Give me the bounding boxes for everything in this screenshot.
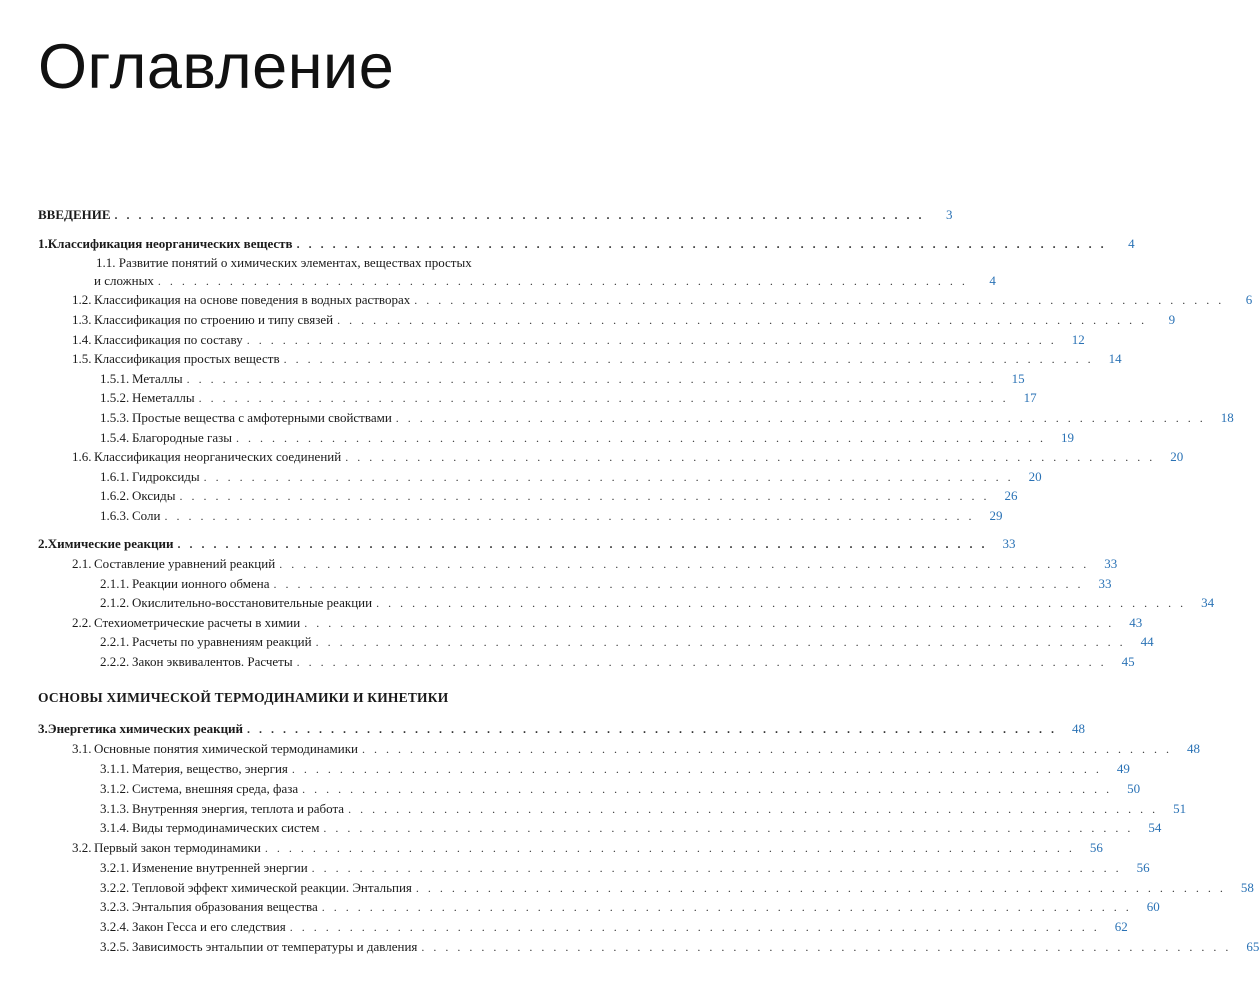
toc-subsection-2-1-1[interactable]	[100, 575, 1112, 593]
toc-entry-number: 1.6.2.	[100, 488, 130, 503]
toc-entry-text: Классификация на основе поведения в водных растворах	[94, 292, 411, 307]
toc-subsection-1-6-3[interactable]	[100, 507, 1003, 525]
toc-subsection-3-2-2[interactable]	[100, 879, 1254, 897]
dot-leader: . . . . . . . . . . . . . . . . . . . . . . . . . . . . . . . . . . . . . . . . . . . . . . . . . . . . . . . . . . . . . . . . . . . .	[345, 450, 1156, 464]
toc-page-number: 19	[1060, 430, 1074, 445]
toc-page-number: 48	[1187, 741, 1200, 756]
toc-entry-text: Закон эквивалентов. Расчеты	[132, 654, 293, 669]
toc-entry-text: Соли	[132, 508, 161, 523]
toc-page-number: 17	[1023, 390, 1037, 405]
toc-entry-number: 2.1.2.	[100, 595, 130, 610]
toc-entry-text: Окислительно-восстановительные реакции	[132, 595, 373, 610]
dot-leader: . . . . . . . . . . . . . . . . . . . . . . . . . . . . . . . . . . . . . . . . . . . . . . . . . . . . . . . . . . . . . . . . . . . .	[421, 940, 1232, 954]
toc-page-number: 33	[1098, 576, 1112, 591]
toc-subsection-3-1-2[interactable]	[100, 780, 1141, 798]
toc-subsection-3-1-4[interactable]	[100, 819, 1162, 837]
toc-page-number: 3	[946, 207, 953, 222]
toc-subsection-3-2-5[interactable]	[100, 938, 1259, 956]
toc-page-number: 50	[1127, 781, 1141, 796]
dot-leader: . . . . . . . . . . . . . . . . . . . . . . . . . . . . . . . . . . . . . . . . . . . . . . . . . . . . . . . . . . . . . . . . . . . .	[114, 208, 925, 222]
page-title: Оглавление	[38, 32, 395, 102]
toc-chapter-1[interactable]	[38, 235, 1135, 253]
toc-page-number: 9	[1168, 312, 1176, 327]
toc-entry-text: Классификация по составу	[94, 332, 243, 347]
toc-section-1-3[interactable]	[72, 311, 1176, 329]
toc-subsection-2-2-2[interactable]	[100, 653, 1135, 671]
dot-leader: . . . . . . . . . . . . . . . . . . . . . . . . . . . . . . . . . . . . . . . . . . . . . . . . . . . . . . . . . . . . . . . . . . . .	[311, 861, 1122, 875]
toc-entry-text: Стехиометрические расчеты в химии	[94, 615, 301, 630]
toc-chapter-3[interactable]	[38, 720, 1086, 738]
toc-section-1-2[interactable]	[72, 291, 1253, 309]
part-heading: ОСНОВЫ ХИМИЧЕСКОЙ ТЕРМОДИНАМИКИ И КИНЕТИКИ	[38, 690, 449, 705]
toc-entry-text: Тепловой эффект химической реакции. Энтальпия	[132, 880, 412, 895]
toc-entry-number: 1.5.1.	[100, 371, 130, 386]
toc-page-number: 26	[1004, 488, 1018, 503]
dot-leader: . . . . . . . . . . . . . . . . . . . . . . . . . . . . . . . . . . . . . . . . . . . . . . . . . . . . . . . . . . . . . . . . . . . .	[414, 293, 1225, 307]
toc-entry-number: 3.2.	[72, 840, 92, 855]
dot-leader: . . . . . . . . . . . . . . . . . . . . . . . . . . . . . . . . . . . . . . . . . . . . . . . . . . . . . . . . . . . . . . . . . . . .	[247, 722, 1058, 736]
dot-leader: . . . . . . . . . . . . . . . . . . . . . . . . . . . . . . . . . . . . . . . . . . . . . . . . . . . . . . . . . . . . . . . . . . . .	[304, 616, 1115, 630]
toc-entry-number: 1.1.	[96, 255, 116, 270]
toc-entry-text: Закон Гесса и его следствия	[132, 919, 286, 934]
toc-entry-text: Зависимость энтальпии от температуры и давления	[132, 939, 418, 954]
toc-entry-text: Первый закон термодинамики	[94, 840, 261, 855]
dot-leader: . . . . . . . . . . . . . . . . . . . . . . . . . . . . . . . . . . . . . . . . . . . . . . . . . . . . . . . . . . . . . . . . . . . .	[246, 333, 1057, 347]
dot-leader: . . . . . . . . . . . . . . . . . . . . . . . . . . . . . . . . . . . . . . . . . . . . . . . . . . . . . . . . . . . . . . . . . . . .	[323, 821, 1134, 835]
toc-entry-text: Классификация неорганических соединений	[94, 449, 342, 464]
toc-entry-text: Расчеты по уравнениям реакций	[132, 634, 312, 649]
toc-entry-number: 1.5.2.	[100, 390, 130, 405]
toc-entry-number: 3.2.4.	[100, 919, 130, 934]
toc-entry-text: и сложных	[94, 273, 154, 288]
toc-page-number: 43	[1129, 615, 1143, 630]
toc-subsection-1-6-2[interactable]	[100, 487, 1018, 505]
toc-entry-number: 1.3.	[72, 312, 92, 327]
toc-entry-number: 3.1.4.	[100, 820, 130, 835]
toc-section-2-1[interactable]	[72, 555, 1118, 573]
toc-entry-text: Неметаллы	[132, 390, 195, 405]
toc-entry-number: 3.2.2.	[100, 880, 130, 895]
toc-page-number: 58	[1240, 880, 1254, 895]
toc-page-number: 48	[1072, 721, 1086, 736]
dot-leader: . . . . . . . . . . . . . . . . . . . . . . . . . . . . . . . . . . . . . . . . . . . . . . . . . . . . . . . . . . . . . . . . . . . .	[164, 509, 975, 523]
toc-entry-text: Гидроксиды	[132, 469, 200, 484]
toc-subsection-2-1-2[interactable]	[100, 594, 1215, 612]
toc-section-1-6[interactable]	[72, 448, 1184, 466]
toc-entry-text: Классификация простых веществ	[94, 351, 280, 366]
dot-leader: . . . . . . . . . . . . . . . . . . . . . . . . . . . . . . . . . . . . . . . . . . . . . . . . . . . . . . . . . . . . . . . . . . . .	[291, 762, 1102, 776]
toc-subsection-3-2-1[interactable]	[100, 859, 1150, 877]
toc-subsection-2-2-1[interactable]	[100, 633, 1154, 651]
toc-entry-number: 1.5.	[72, 351, 92, 366]
dot-leader: . . . . . . . . . . . . . . . . . . . . . . . . . . . . . . . . . . . . . . . . . . . . . . . . . . . . . . . . . . . . . . . . . . . .	[321, 900, 1132, 914]
dot-leader: . . . . . . . . . . . . . . . . . . . . . . . . . . . . . . . . . . . . . . . . . . . . . . . . . . . . . . . . . . . . . . . . . . . .	[198, 391, 1009, 405]
dot-leader: . . . . . . . . . . . . . . . . . . . . . . . . . . . . . . . . . . . . . . . . . . . . . . . . . . . . . . . . . . . . . . . . . . . .	[235, 431, 1046, 445]
toc-entry-text: Энергетика химических реакций	[47, 721, 244, 736]
toc-page-number: 33	[1104, 556, 1118, 571]
toc-section-3-1[interactable]	[72, 740, 1200, 758]
toc-entry-number: 3.1.3.	[100, 801, 130, 816]
dot-leader: . . . . . . . . . . . . . . . . . . . . . . . . . . . . . . . . . . . . . . . . . . . . . . . . . . . . . . . . . . . . . . . . . . . .	[279, 557, 1090, 571]
toc-section-1-4[interactable]	[72, 331, 1085, 349]
toc-page-number: 56	[1089, 840, 1103, 855]
toc-entry-number: 1.6.	[72, 449, 92, 464]
toc-subsection-3-1-3[interactable]	[100, 800, 1187, 818]
toc-entry-text: Благородные газы	[132, 430, 232, 445]
toc-subsection-1-5-4[interactable]	[100, 429, 1074, 447]
toc-entry-number: 3.2.1.	[100, 860, 130, 875]
toc-page-number: 14	[1108, 351, 1122, 366]
toc-page-number: 56	[1136, 860, 1150, 875]
dot-leader: . . . . . . . . . . . . . . . . . . . . . . . . . . . . . . . . . . . . . . . . . . . . . . . . . . . . . . . . . . . . . . . . . . . .	[315, 635, 1126, 649]
toc-page-number: 60	[1146, 899, 1160, 914]
toc-entry-text: ВВЕДЕНИЕ	[38, 207, 111, 222]
dot-leader: . . . . . . . . . . . . . . . . . . . . . . . . . . . . . . . . . . . . . . . . . . . . . . . . . . . . . . . . . . . . . . . . . . . .	[376, 596, 1187, 610]
toc-entry-number: 1.	[38, 236, 48, 251]
toc-page-number: 20	[1170, 449, 1184, 464]
dot-leader: . . . . . . . . . . . . . . . . . . . . . . . . . . . . . . . . . . . . . . . . . . . . . . . . . . . . . . . . . . . . . . . . . . . .	[296, 237, 1107, 251]
toc-entry-text: Изменение внутренней энергии	[132, 860, 308, 875]
toc-subsection-1-5-3[interactable]	[100, 409, 1234, 427]
toc-entry-introduction[interactable]	[38, 206, 953, 224]
dot-leader: . . . . . . . . . . . . . . . . . . . . . . . . . . . . . . . . . . . . . . . . . . . . . . . . . . . . . . . . . . . . . . . . . . . .	[264, 841, 1075, 855]
dot-leader: . . . . . . . . . . . . . . . . . . . . . . . . . . . . . . . . . . . . . . . . . . . . . . . . . . . . . . . . . . . . . . . . . . . .	[289, 920, 1100, 934]
toc-page-number: 65	[1246, 939, 1259, 954]
toc-page-number: 45	[1121, 654, 1135, 669]
toc-entry-number: 3.	[38, 721, 48, 736]
toc-chapter-2[interactable]	[38, 535, 1016, 553]
toc-entry-number: 3.1.1.	[100, 761, 130, 776]
toc-entry-number: 2.1.1.	[100, 576, 130, 591]
dot-leader: . . . . . . . . . . . . . . . . . . . . . . . . . . . . . . . . . . . . . . . . . . . . . . . . . . . . . . . . . . . . . . . . . . . .	[337, 313, 1148, 327]
toc-page-number: 54	[1148, 820, 1162, 835]
toc-entry-text: Простые вещества с амфотерными свойствами	[132, 410, 392, 425]
toc-subsection-3-1-1[interactable]	[100, 760, 1130, 778]
toc-entry-text: Энтальпия образования вещества	[132, 899, 318, 914]
toc-page-number: 51	[1173, 801, 1187, 816]
dot-leader: . . . . . . . . . . . . . . . . . . . . . . . . . . . . . . . . . . . . . . . . . . . . . . . . . . . . . . . . . . . . . . . . . . . .	[157, 274, 968, 288]
toc-entry-number: 1.6.3.	[100, 508, 130, 523]
toc-entry-number: 1.5.4.	[100, 430, 130, 445]
toc-entry-text: Классификация по строению и типу связей	[94, 312, 334, 327]
toc-page-number: 20	[1028, 469, 1042, 484]
dot-leader: . . . . . . . . . . . . . . . . . . . . . . . . . . . . . . . . . . . . . . . . . . . . . . . . . . . . . . . . . . . . . . . . . . . .	[177, 537, 988, 551]
dot-leader: . . . . . . . . . . . . . . . . . . . . . . . . . . . . . . . . . . . . . . . . . . . . . . . . . . . . . . . . . . . . . . . . . . . .	[302, 782, 1113, 796]
dot-leader: . . . . . . . . . . . . . . . . . . . . . . . . . . . . . . . . . . . . . . . . . . . . . . . . . . . . . . . . . . . . . . . . . . . .	[283, 352, 1094, 366]
dot-leader: . . . . . . . . . . . . . . . . . . . . . . . . . . . . . . . . . . . . . . . . . . . . . . . . . . . . . . . . . . . . . . . . . . . .	[203, 470, 1014, 484]
dot-leader: . . . . . . . . . . . . . . . . . . . . . . . . . . . . . . . . . . . . . . . . . . . . . . . . . . . . . . . . . . . . . . . . . . . .	[186, 372, 997, 386]
toc-entry-text: Материя, вещество, энергия	[132, 761, 288, 776]
toc-entry-number: 1.4.	[72, 332, 92, 347]
dot-leader: . . . . . . . . . . . . . . . . . . . . . . . . . . . . . . . . . . . . . . . . . . . . . . . . . . . . . . . . . . . . . . . . . . . .	[273, 577, 1084, 591]
toc-entry-text: Реакции ионного обмена	[132, 576, 270, 591]
dot-leader: . . . . . . . . . . . . . . . . . . . . . . . . . . . . . . . . . . . . . . . . . . . . . . . . . . . . . . . . . . . . . . . . . . . .	[415, 881, 1226, 895]
toc-entry-number: 2.	[38, 536, 48, 551]
toc-section-2-2[interactable]	[72, 614, 1143, 632]
toc-entry-number: 3.2.3.	[100, 899, 130, 914]
toc-entry-text: Виды термодинамических систем	[132, 820, 320, 835]
toc-page-number: 15	[1011, 371, 1025, 386]
dot-leader: . . . . . . . . . . . . . . . . . . . . . . . . . . . . . . . . . . . . . . . . . . . . . . . . . . . . . . . . . . . . . . . . . . . .	[296, 655, 1107, 669]
toc-page-number: 18	[1220, 410, 1234, 425]
toc-page-number: 34	[1201, 595, 1215, 610]
toc-entry-number: 3.1.2.	[100, 781, 130, 796]
toc-subsection-1-6-1[interactable]	[100, 468, 1042, 486]
toc-page-number: 62	[1114, 919, 1128, 934]
toc-entry-number: 2.1.	[72, 556, 92, 571]
toc-page-number: 6	[1245, 292, 1253, 307]
toc-entry-number: 3.1.	[72, 741, 92, 756]
toc-entry-1-1-line1[interactable]	[96, 254, 472, 272]
toc-entry-number: 2.2.1.	[100, 634, 130, 649]
toc-page-number: 29	[989, 508, 1003, 523]
toc-entry-text: Классификация неорганических веществ	[47, 236, 293, 251]
toc-entry-text: Система, внешняя среда, фаза	[132, 781, 299, 796]
toc-page-number: 33	[1002, 536, 1016, 551]
toc-page-number: 4	[1128, 236, 1135, 251]
toc-subsection-1-5-2[interactable]	[100, 389, 1037, 407]
toc-entry-text: Внутренняя энергия, теплота и работа	[132, 801, 345, 816]
dot-leader: . . . . . . . . . . . . . . . . . . . . . . . . . . . . . . . . . . . . . . . . . . . . . . . . . . . . . . . . . . . . . . . . . . . .	[362, 742, 1172, 756]
toc-page-number: 49	[1116, 761, 1130, 776]
toc-subsection-3-2-4[interactable]	[100, 918, 1128, 936]
toc-entry-number: 3.2.5.	[100, 939, 130, 954]
toc-page-number: 4	[989, 273, 996, 288]
toc-entry-1-1-line2[interactable]	[72, 272, 996, 290]
toc-entry-text: Химические реакции	[47, 536, 174, 551]
toc-section-1-5[interactable]	[72, 350, 1122, 368]
dot-leader: . . . . . . . . . . . . . . . . . . . . . . . . . . . . . . . . . . . . . . . . . . . . . . . . . . . . . . . . . . . . . . . . . . . .	[179, 489, 990, 503]
toc-section-3-2[interactable]	[72, 839, 1103, 857]
toc-entry-number: 1.2.	[72, 292, 92, 307]
toc-entry-number: 1.5.3.	[100, 410, 130, 425]
toc-entry-number: 1.6.1.	[100, 469, 130, 484]
toc-entry-text: Составление уравнений реакций	[94, 556, 276, 571]
toc-entry-number: 2.2.	[72, 615, 92, 630]
toc-page-number: 44	[1140, 634, 1154, 649]
toc-entry-text: Оксиды	[132, 488, 176, 503]
toc-page-number: 12	[1071, 332, 1085, 347]
toc-entry-text: Основные понятия химической термодинамики	[94, 741, 358, 756]
toc-entry-text: Развитие понятий о химических элементах, веществах простых	[118, 255, 472, 270]
dot-leader: . . . . . . . . . . . . . . . . . . . . . . . . . . . . . . . . . . . . . . . . . . . . . . . . . . . . . . . . . . . . . . . . . . . .	[395, 411, 1206, 425]
toc-subsection-3-2-3[interactable]	[100, 898, 1160, 916]
toc-entry-text: Металлы	[132, 371, 183, 386]
toc-entry-number: 2.2.2.	[100, 654, 130, 669]
toc-subsection-1-5-1[interactable]	[100, 370, 1025, 388]
dot-leader: . . . . . . . . . . . . . . . . . . . . . . . . . . . . . . . . . . . . . . . . . . . . . . . . . . . . . . . . . . . . . . . . . . . .	[348, 802, 1159, 816]
